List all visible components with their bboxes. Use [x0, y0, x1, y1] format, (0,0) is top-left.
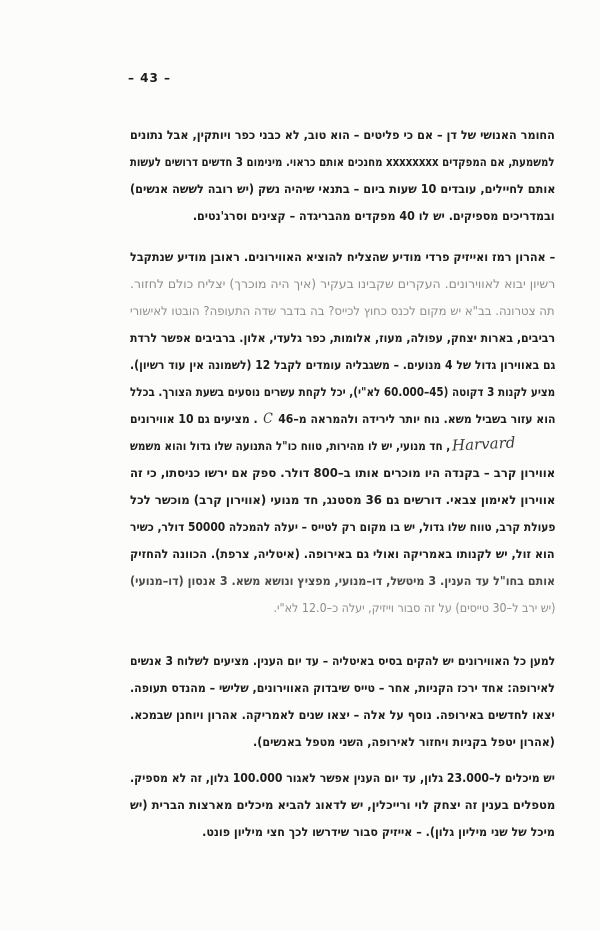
text-line: (יש ירב ל–30 טייסים) על זה סבור וייזיק, יעלה כ–12.0 לא"י. [273, 601, 555, 615]
page-number: – 43 – [128, 71, 172, 85]
text-line: למען כל האווירונים יש להקים בסיס באיטליה – עד יום הענין. מציעים לשלוח 3 אנשים [129, 654, 555, 668]
paragraph-fuel [130, 763, 555, 844]
text-line: לאירופה: אחד ירכז הקניות, אחר – טייס שיבדוק האווירונים, שלישי – מהנדס תעופה. [130, 681, 555, 695]
paragraph-aircraft [130, 242, 555, 620]
text-line: מציע לקנות 3 דקוטה (45–60.000 לא"י), יכל לקחת עשרים נוסעים בשעת הצורך. בכלל [129, 385, 555, 399]
text-line: אותם לחיילים, עובדים 10 שעות ביום – בתנאי שיהיה נשק (יש רובה לששה אנשים) [129, 182, 555, 196]
text-line: – אהרון רמז ואייזיק פרדי מודיע שהצליח להוציא האווירונים. ראובן מודיע שנתקבל [129, 250, 555, 264]
text-line-with-handwriting [130, 431, 555, 458]
text-line: יצאו לחדשים באירופה. נוסף על אלה – יצאו שנים לאמריקה. אהרון ויוחנן שבמכא. [130, 708, 555, 722]
handwritten-word: Harvard [451, 433, 516, 455]
text-line: למשמעת, אם המפקדים xxxxxxxx מחנכים אותם כראוי. מינימום 3 חדשים דרושים לעשות [130, 155, 555, 169]
text-line: ובמדריכים מספיקים. יש לו 40 מפקדים מהבריגדה – קצינים וסרג'נטים. [193, 209, 555, 223]
text-line: רשיון יבוא לאווירונים. העקרים שקבינו בעקיר (איך היה מוכרך) יצליח כולם לחזור. [129, 277, 555, 291]
text-line: אותם בחו"ל עד הענין. 3 מיטשל, דו–מנועי, מפציץ ונושא משא. 3 אנסון (דו–מנועי) [129, 574, 555, 588]
text-line: (אהרון יטפל בקניות ויחזור לאירופה, השני מטפל באנשים). [253, 735, 555, 749]
text-line: פעולת קרב, טווח שלו גדול, יש בו מקום רק לטייס – יעלה להמכלה 50000 דולר, כשיר [129, 520, 555, 534]
text-line: רביבים, בארות יצחק, עפולה, מעוז, אלומות, כפר גלעדי, אלון. ברביבים אפשר לרדת [129, 331, 555, 345]
paragraph-manpower [130, 120, 555, 228]
text-line: אווירון קרב – בקנדה היו מוכרים אותו ב–800 דולר. ספק אם ירשו כניסתו, כי זה [129, 466, 555, 480]
text-line: תה צטרונה. בב"א יש מקום לכנס כחוץ לכייס? בה בדבר שדה התעופה? הובטו לאישורי [130, 304, 555, 318]
text-line: החומר האנושי של דן – אם כי פליטים – הוא טוב, לא כבני כפר ויותקין, אבל נתונים [130, 128, 555, 142]
paragraph-base-abroad [130, 646, 555, 754]
text-line: , חד מנועי, יש לו מהירות, טווח כו"ל התנועה שלו גדול והוא משמש [129, 439, 450, 453]
text-line: הוא זול, יש לקנותו באמריקה ואולי גם באירופה. (איטליה, צרפת). הכוונה להחזיק [130, 547, 555, 561]
text-line: גם באווירון גדול של 4 מנועים. – משגבליה עומדים לקבל 12 (לשמונה אין עוד רשיון). [129, 358, 555, 372]
text-line: מיכל של שני מיליון גלון). – אייזיק סבור שידרשו לכך חצי מיליון פונט. [202, 825, 555, 839]
text-line: מטפלים בענין זה יצחק לוי ורייכלין, יש לדאוג להביא מיכלים מארצות הברית (יש [129, 798, 555, 812]
document-body [130, 120, 555, 844]
text-segment: . מציעים גם 10 אווירונים [129, 412, 258, 426]
text-segment: הוא עזור בשביל משא. נוח יותר לירידה ולהמראה מ–46 [277, 412, 555, 426]
handwritten-annotation: C [262, 411, 273, 427]
text-line: יש מיכלים ל–23.000 גלון, עד יום הענין אפשר לאגור 100.000 גלון, זה לא מספיק. [130, 771, 555, 785]
text-line [130, 406, 555, 433]
text-line: אווירון לאימון צבאי. דורשים גם 36 מסטנג, חד מנועי (אווירון קרב) מוכשר לכל [129, 493, 555, 507]
